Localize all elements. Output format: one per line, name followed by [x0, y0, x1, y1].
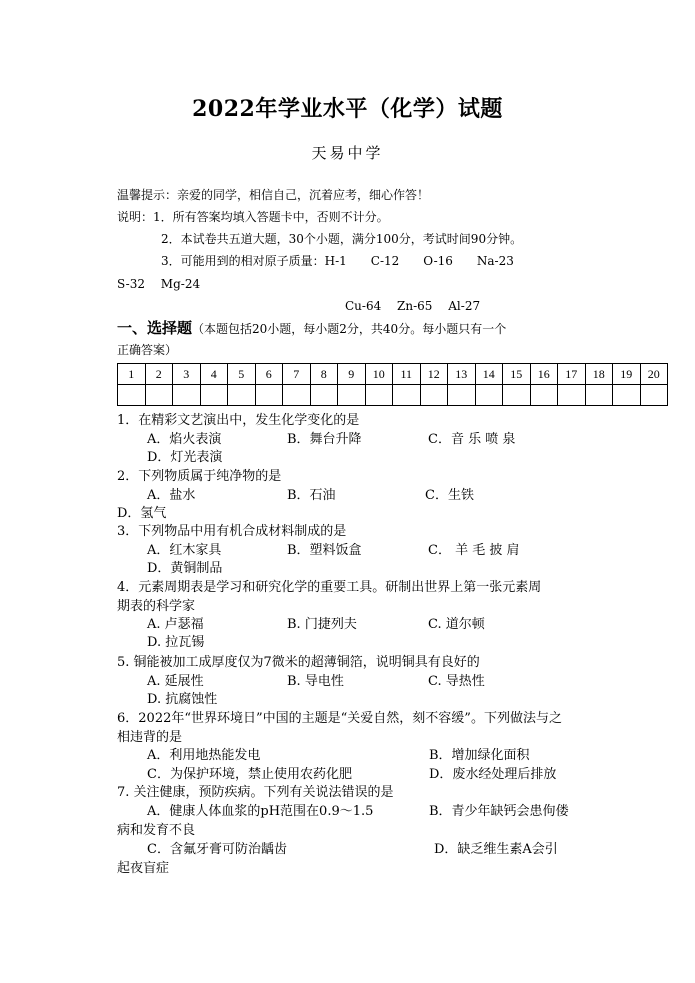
q4-stem-continued: 期表的科学家	[117, 599, 196, 614]
q6-option-c: C．为保护环境，禁止使用农药化肥	[147, 767, 352, 782]
q7-stem: 7. 关注健康，预防疾病。下列有关说法错误的是	[117, 785, 394, 800]
q4-option-a: A. 卢瑟福	[147, 617, 204, 632]
q3-option-d: D．黄铜制品	[147, 561, 223, 576]
q4-option-b: B. 门捷列夫	[287, 617, 357, 632]
q3-stem: 3．下列物品中用有机合成材料制成的是	[117, 524, 347, 539]
answer-number-cell: 14	[475, 364, 503, 385]
answer-number-cell: 5	[228, 364, 256, 385]
q2-option-a: A．盐水	[147, 488, 196, 503]
q5-option-c: C. 导热性	[428, 674, 485, 689]
q7-option-b: B．青少年缺钙会患佝偻	[429, 804, 569, 819]
tips-text: 温馨提示：亲爱的同学，相信自己，沉着应考，细心作答！	[117, 188, 430, 202]
answer-blank-cell	[530, 385, 558, 406]
answer-blank-cell	[640, 385, 668, 406]
q1-option-c: C．音 乐 喷 泉	[428, 432, 516, 447]
q2-option-b: B．石油	[287, 488, 336, 503]
q1-option-a: A．焰火表演	[147, 432, 222, 447]
answer-number-cell: 7	[283, 364, 311, 385]
answer-blank-cell	[448, 385, 476, 406]
answer-blank-cell	[173, 385, 201, 406]
section-1-heading-line	[117, 320, 506, 338]
answer-blank-cell	[145, 385, 173, 406]
answer-table	[117, 363, 668, 406]
answer-number-cell: 13	[448, 364, 476, 385]
q3-option-b: B．塑料饭盒	[287, 543, 362, 558]
answer-number-row	[118, 364, 668, 385]
answer-blank-cell	[503, 385, 531, 406]
answer-number-cell: 17	[558, 364, 586, 385]
q3-option-a: A．红木家具	[147, 543, 222, 558]
q2-option-d: D．氢气	[117, 506, 167, 521]
answer-blank-cell	[420, 385, 448, 406]
answer-blank-cell	[613, 385, 641, 406]
q5-stem: 5. 铜能被加工成厚度仅为7微米的超薄铜箔，说明铜具有良好的	[117, 655, 480, 670]
note-3-last: Cu-64 Zn-65 Al-27	[345, 299, 481, 313]
q1-option-b: B．舞台升降	[287, 432, 362, 447]
q7-option-d: D．缺乏维生素A会引	[434, 842, 558, 857]
section-1-note-continued: 正确答案）	[117, 343, 178, 357]
q5-option-b: B. 导电性	[287, 674, 344, 689]
note-3: 3．可能用到的相对原子质量：H-1 C-12 O-16 Na-23	[161, 254, 514, 268]
note-3-continued: S-32 Mg-24	[117, 277, 201, 291]
q7-option-b-continued: 病和发育不良	[117, 823, 196, 838]
answer-number-cell: 18	[585, 364, 613, 385]
answer-blank-cell	[585, 385, 613, 406]
q6-option-a: A．利用地热能发电	[147, 748, 261, 763]
q1-option-d: D．灯光表演	[147, 450, 223, 465]
answer-blank-cell	[255, 385, 283, 406]
q2-stem: 2．下列物质属于纯净物的是	[117, 469, 282, 484]
school-name: 天易中学	[311, 144, 384, 162]
answer-number-cell: 3	[173, 364, 201, 385]
answer-blank-cell	[118, 385, 146, 406]
q1-stem: 1．在精彩文艺演出中，发生化学变化的是	[117, 413, 360, 428]
answer-number-cell: 10	[365, 364, 393, 385]
answer-number-cell: 12	[420, 364, 448, 385]
note-1: 说明：1．所有答案均填入答题卡中，否则不计分。	[117, 210, 389, 224]
section-1-note: （本题包括20小题，每小题2分，共40分。每小题只有一个	[192, 322, 507, 336]
q6-option-d: D．废水经处理后排放	[429, 767, 557, 782]
q4-stem: 4．元素周期表是学习和研究化学的重要工具。研制出世界上第一张元素周	[117, 580, 542, 595]
answer-number-cell: 16	[530, 364, 558, 385]
answer-blank-cell	[365, 385, 393, 406]
answer-number-cell: 6	[255, 364, 283, 385]
answer-blank-cell	[393, 385, 421, 406]
q2-option-c: C．生铁	[425, 488, 474, 503]
note-2: 2．本试卷共五道大题，30个小题，满分100分，考试时间90分钟。	[161, 232, 523, 246]
answer-number-cell: 8	[310, 364, 338, 385]
q4-option-c: C. 道尔顿	[428, 617, 485, 632]
q7-option-a: A．健康人体血浆的pH范围在0.9～1.5	[147, 804, 374, 819]
answer-blank-row	[118, 385, 668, 406]
q7-option-c: C．含氟牙膏可防治龋齿	[147, 842, 287, 857]
answer-number-cell: 19	[613, 364, 641, 385]
answer-blank-cell	[283, 385, 311, 406]
q5-option-d: D. 抗腐蚀性	[147, 692, 218, 707]
page-title: 2022年学业水平（化学）试题	[192, 96, 503, 122]
answer-number-cell: 1	[118, 364, 146, 385]
answer-number-cell: 9	[338, 364, 366, 385]
answer-blank-cell	[310, 385, 338, 406]
answer-number-cell: 2	[145, 364, 173, 385]
answer-number-cell: 11	[393, 364, 421, 385]
answer-blank-cell	[200, 385, 228, 406]
answer-blank-cell	[228, 385, 256, 406]
answer-blank-cell	[558, 385, 586, 406]
q4-option-d: D. 拉瓦锡	[147, 635, 205, 650]
q6-option-b: B．增加绿化面积	[429, 748, 530, 763]
answer-blank-cell	[475, 385, 503, 406]
answer-number-cell: 20	[640, 364, 668, 385]
q3-option-c: C． 羊 毛 披 肩	[428, 543, 520, 558]
q5-option-a: A. 延展性	[147, 674, 204, 689]
section-1-heading: 一、选择题	[117, 319, 193, 337]
answer-number-cell: 4	[200, 364, 228, 385]
q7-option-d-continued: 起夜盲症	[117, 861, 170, 876]
q6-stem-continued: 相违背的是	[117, 730, 183, 745]
q6-stem: 6．2022年“世界环境日”中国的主题是“关爱自然，刻不容缓”。下列做法与之	[117, 711, 562, 726]
answer-blank-cell	[338, 385, 366, 406]
answer-number-cell: 15	[503, 364, 531, 385]
